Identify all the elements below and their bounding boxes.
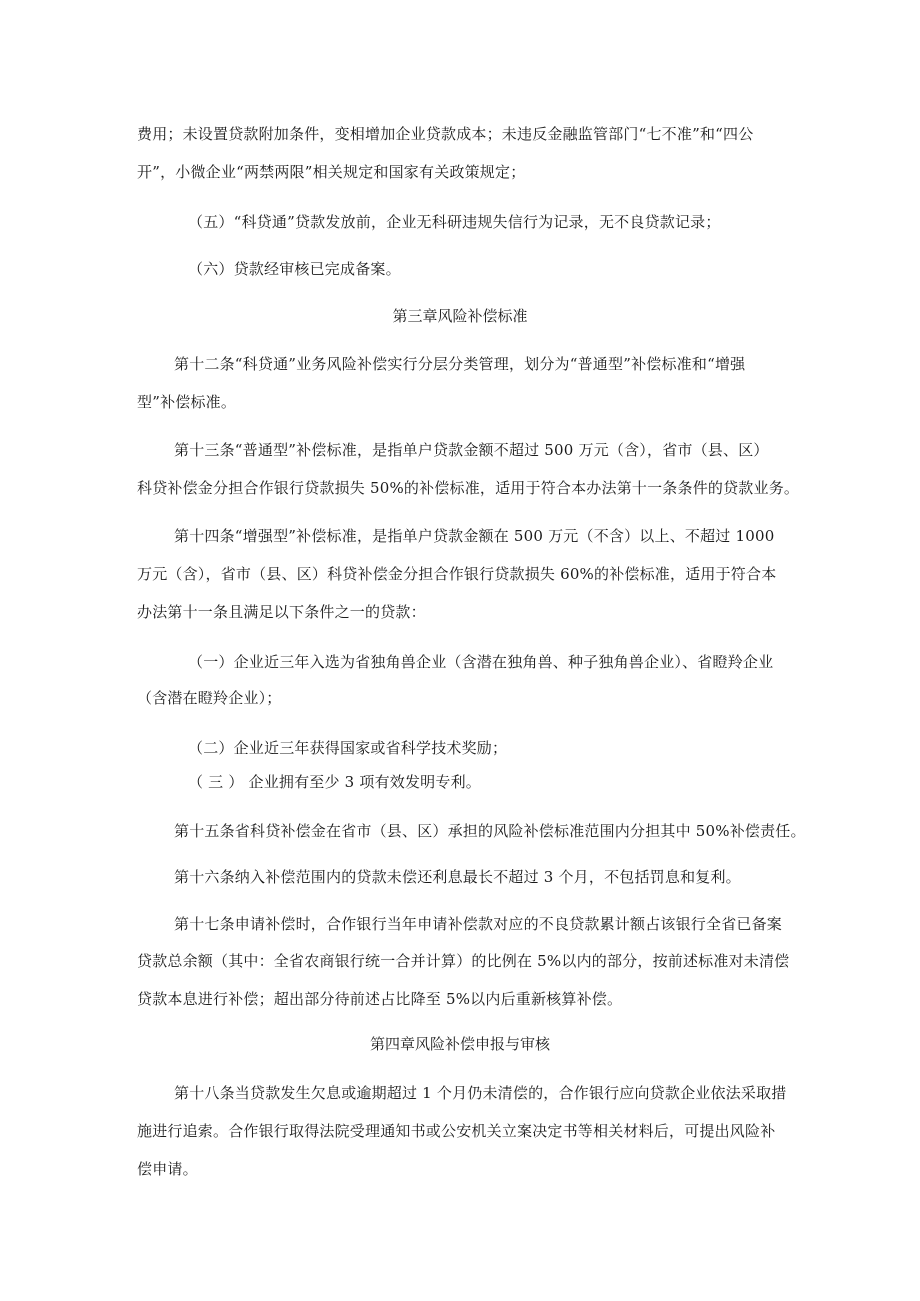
list-item: （六）贷款经审核已完成备案。 [188, 260, 401, 278]
list-item: （二）企业近三年获得国家或省科学技术奖励； [188, 739, 508, 757]
article-line: 第十七条申请补偿时，合作银行当年申请补偿款对应的不良贷款累计额占该银行全省已备案 [174, 915, 783, 933]
article-line: 办法第十一条且满足以下条件之一的贷款： [137, 603, 426, 621]
article-line: 第十八条当贷款发生欠息或逾期超过 1 个月仍未清偿的，合作银行应向贷款企业依法采取措 [174, 1084, 787, 1102]
article-line: 第十三条“普通型”补偿标准，是指单户贷款金额不超过 500 万元（含），省市（县、区） [174, 441, 769, 459]
paragraph-line: 费用；未设置贷款附加条件，变相增加企业贷款成本；未违反金融监管部门“七不准”和“四公 [137, 125, 754, 143]
article-line: 贷款总余额（其中：全省农商银行统一合并计算）的比例在 5%以内的部分，按前述标准对未清偿 [137, 952, 790, 970]
article-line: 贷款本息进行补偿；超出部分待前述占比降至 5%以内后重新核算补偿。 [137, 990, 623, 1008]
list-item: （五）“科贷通”贷款发放前，企业无科研违规失信行为记录，无不良贷款记录； [188, 213, 721, 231]
article-line: 万元（含），省市（县、区）科贷补偿金分担合作银行贷款损失 60%的补偿标准，适用于符合本 [137, 565, 777, 583]
article-line: 科贷补偿金分担合作银行贷款损失 50%的补偿标准，适用于符合本办法第十一条条件的贷款业务。 [137, 479, 800, 497]
chapter-heading: 第三章风险补偿标准 [392, 307, 528, 325]
article-line: 施进行追索。合作银行取得法院受理通知书或公安机关立案决定书等相关材料后，可提出风险补 [137, 1122, 776, 1140]
article-line: 型”补偿标准。 [137, 393, 237, 411]
list-item: （一）企业近三年入选为省独角兽企业（含潜在独角兽、种子独角兽企业）、省瞪羚企业 [188, 653, 774, 671]
chapter-heading: 第四章风险补偿申报与审核 [369, 1035, 550, 1053]
article-line: 第十六条纳入补偿范围内的贷款未偿还利息最长不超过 3 个月，不包括罚息和复利。 [174, 868, 741, 886]
paragraph-line: 开”，小微企业“两禁两限”相关规定和国家有关政策规定； [137, 163, 526, 181]
article-line: 偿申请。 [137, 1160, 198, 1178]
list-item: （含潜在瞪羚企业）； [137, 689, 282, 707]
article-line: 第十二条“科贷通”业务风险补偿实行分层分类管理，划分为“普通型”补偿标准和“增强 [174, 355, 746, 373]
list-item: （ 三 ） 企业拥有至少 3 项有效发明专利。 [188, 773, 481, 791]
article-line: 第十四条“增强型”补偿标准，是指单户贷款金额在 500 万元（不含）以上、不超过 1000 [174, 527, 775, 545]
article-line: 第十五条省科贷补偿金在省市（县、区）承担的风险补偿标准范围内分担其中 50%补偿责任。 [174, 822, 806, 840]
